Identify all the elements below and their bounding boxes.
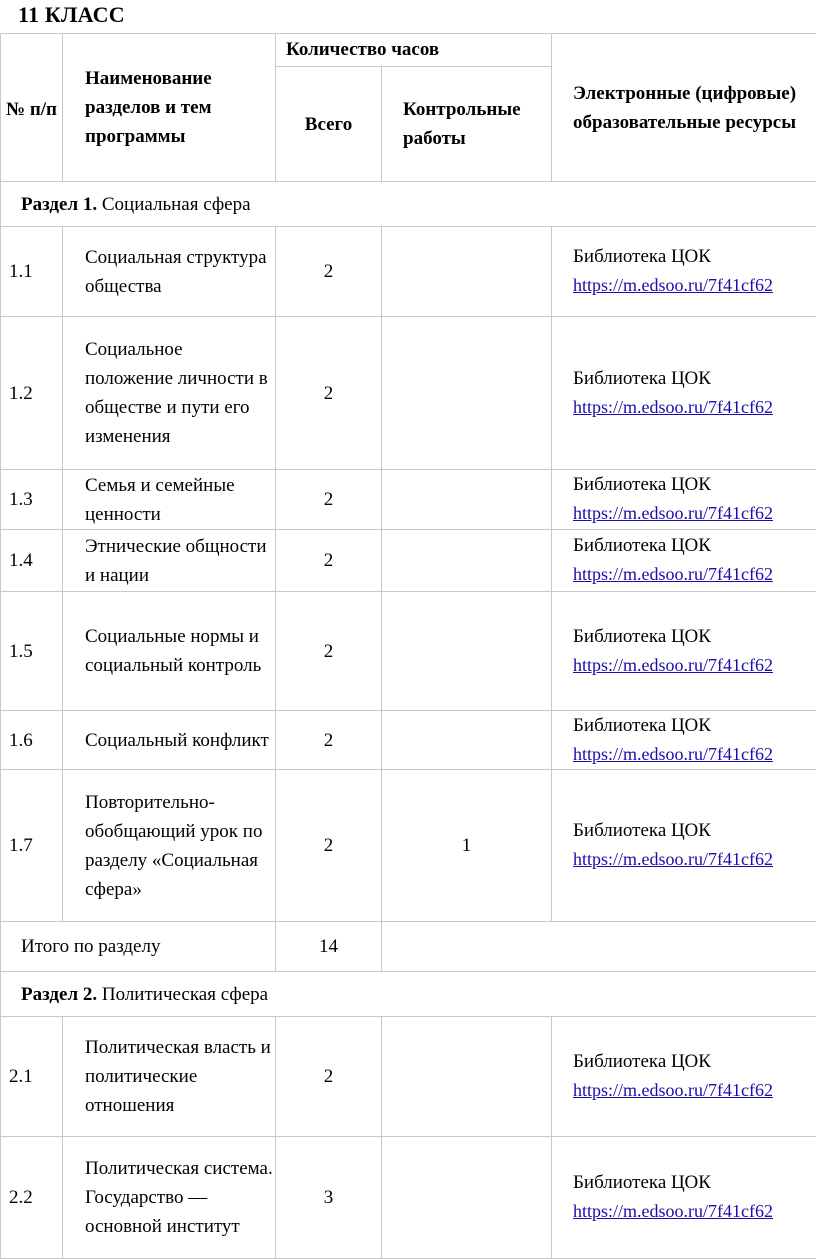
hours-control — [382, 530, 552, 592]
topic-name: Политическая система. Государство — основной институт — [63, 1137, 276, 1259]
table-row — [1, 1017, 816, 1137]
header-hours: Количество часов — [276, 34, 552, 67]
topic-name: Социальные нормы и социальный контроль — [63, 592, 276, 711]
row-number: 1.7 — [1, 770, 63, 922]
table-row — [1, 227, 816, 317]
row-number: 1.3 — [1, 470, 63, 530]
subtotal-label: Итого по разделу — [1, 922, 276, 972]
resource-library: Библиотека ЦОК — [573, 243, 816, 271]
subtotal-empty — [382, 922, 816, 972]
curriculum-table — [0, 33, 816, 1259]
table-row — [1, 1137, 816, 1259]
resource-library: Библиотека ЦОК — [573, 1169, 816, 1197]
hours-control — [382, 592, 552, 711]
topic-name: Семья и семейные ценности — [63, 470, 276, 530]
hours-control — [382, 711, 552, 770]
resource-cell — [552, 470, 816, 530]
row-number: 2.1 — [1, 1017, 63, 1137]
topic-name: Политическая власть и политические отношения — [63, 1017, 276, 1137]
hours-total: 2 — [276, 227, 382, 317]
resource-cell — [552, 1137, 816, 1259]
table-row — [1, 530, 816, 592]
topic-name: Этнические общности и нации — [63, 530, 276, 592]
resource-cell — [552, 592, 816, 711]
hours-total: 2 — [276, 711, 382, 770]
header-total: Всего — [276, 67, 382, 182]
section-row-1 — [1, 182, 816, 227]
resource-link[interactable]: https://m.edsoo.ru/7f41cf62 — [573, 849, 773, 869]
hours-total: 2 — [276, 592, 382, 711]
topic-name: Социальная структура общества — [63, 227, 276, 317]
table-row — [1, 592, 816, 711]
resource-link[interactable]: https://m.edsoo.ru/7f41cf62 — [573, 744, 773, 764]
resource-library: Библиотека ЦОК — [573, 471, 816, 499]
header-num: № п/п — [1, 34, 63, 182]
row-number: 1.4 — [1, 530, 63, 592]
hours-total: 3 — [276, 1137, 382, 1259]
resource-link[interactable]: https://m.edsoo.ru/7f41cf62 — [573, 564, 773, 584]
topic-name: Повторительно-обобщающий урок по разделу «Социальная сфера» — [63, 770, 276, 922]
resource-library: Библиотека ЦОК — [573, 532, 816, 560]
hours-total: 2 — [276, 1017, 382, 1137]
section-title: Политическая сфера — [97, 984, 268, 1005]
topic-name: Социальный конфликт — [63, 711, 276, 770]
resource-library: Библиотека ЦОК — [573, 817, 816, 845]
section-label: Раздел 2. — [21, 984, 97, 1005]
resource-cell — [552, 1017, 816, 1137]
subtotal-total: 14 — [276, 922, 382, 972]
hours-control: 1 — [382, 770, 552, 922]
hours-control — [382, 227, 552, 317]
resource-link[interactable]: https://m.edsoo.ru/7f41cf62 — [573, 1080, 773, 1100]
subtotal-row — [1, 922, 816, 972]
table-row — [1, 711, 816, 770]
resource-link[interactable]: https://m.edsoo.ru/7f41cf62 — [573, 1201, 773, 1221]
table-row — [1, 470, 816, 530]
header-control: Контрольные работы — [382, 67, 552, 182]
resource-cell — [552, 530, 816, 592]
header-resources: Электронные (цифровые) образовательные ресурсы — [552, 34, 816, 182]
resource-library: Библиотека ЦОК — [573, 365, 816, 393]
resource-cell — [552, 770, 816, 922]
hours-control — [382, 470, 552, 530]
resource-library: Библиотека ЦОК — [573, 623, 816, 651]
row-number: 1.5 — [1, 592, 63, 711]
hours-total: 2 — [276, 530, 382, 592]
row-number: 1.1 — [1, 227, 63, 317]
table-row — [1, 317, 816, 470]
row-number: 1.2 — [1, 317, 63, 470]
resource-link[interactable]: https://m.edsoo.ru/7f41cf62 — [573, 275, 773, 295]
resource-link[interactable]: https://m.edsoo.ru/7f41cf62 — [573, 655, 773, 675]
hours-control — [382, 1137, 552, 1259]
section-label: Раздел 1. — [21, 194, 97, 215]
hours-total: 2 — [276, 470, 382, 530]
resource-cell — [552, 227, 816, 317]
header-name: Наименование разделов и тем программы — [63, 34, 276, 182]
page-title: 11 КЛАСС — [18, 2, 125, 28]
resource-link[interactable]: https://m.edsoo.ru/7f41cf62 — [573, 397, 773, 417]
row-number: 1.6 — [1, 711, 63, 770]
section-row-2 — [1, 972, 816, 1017]
resource-cell — [552, 317, 816, 470]
resource-link[interactable]: https://m.edsoo.ru/7f41cf62 — [573, 503, 773, 523]
resource-cell — [552, 711, 816, 770]
section-title: Социальная сфера — [97, 194, 250, 215]
hours-control — [382, 1017, 552, 1137]
table-row — [1, 770, 816, 922]
topic-name: Социальное положение личности в обществе и пути его изменения — [63, 317, 276, 470]
row-number: 2.2 — [1, 1137, 63, 1259]
resource-library: Библиотека ЦОК — [573, 712, 816, 740]
hours-total: 2 — [276, 770, 382, 922]
hours-total: 2 — [276, 317, 382, 470]
hours-control — [382, 317, 552, 470]
resource-library: Библиотека ЦОК — [573, 1048, 816, 1076]
header-row — [1, 34, 816, 67]
